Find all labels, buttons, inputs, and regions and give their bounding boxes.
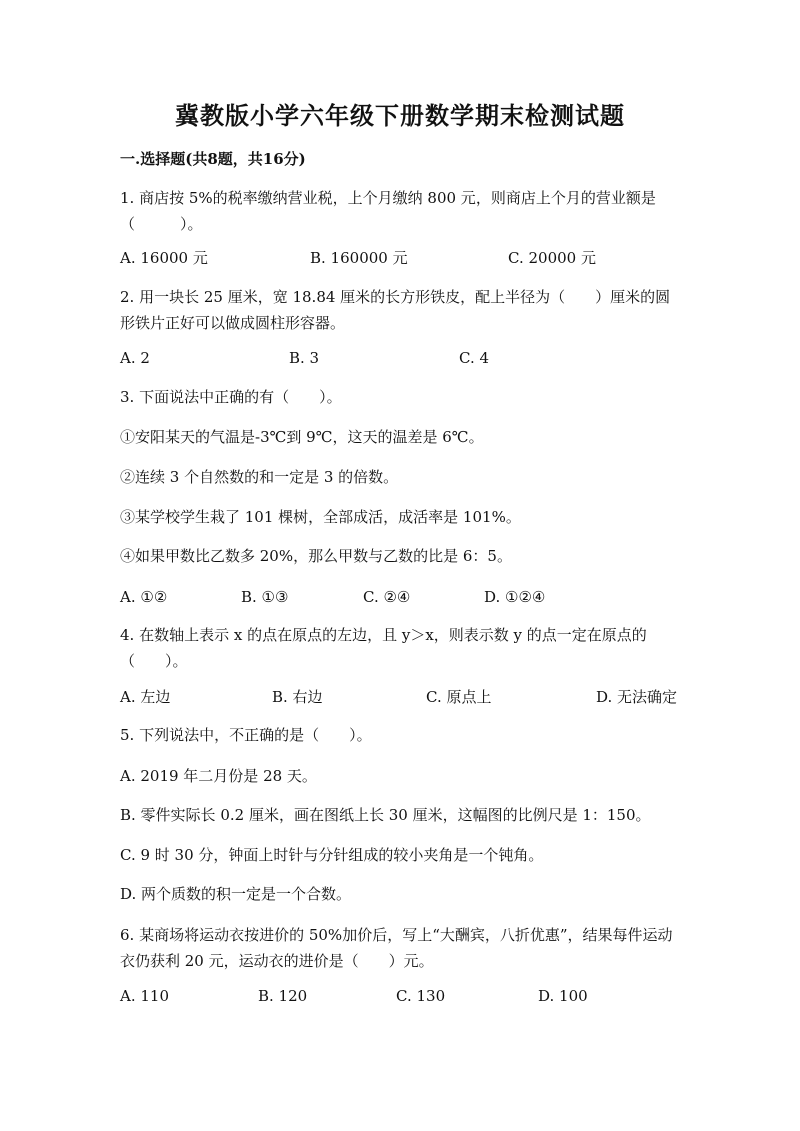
question-4-option-d[interactable]: D. 无法确定 [596,688,678,706]
question-6-option-b[interactable]: B. 120 [258,987,308,1005]
question-6-option-a[interactable]: A. 110 [120,987,169,1005]
question-2-option-b[interactable]: B. 3 [289,349,320,367]
question-6-option-c[interactable]: C. 130 [396,987,446,1005]
question-1-option-b[interactable]: B. 160000 元 [310,249,408,267]
question-3-option-c[interactable]: C. ②④ [363,588,411,606]
question-3-statement-2: ②连续 3 个自然数的和一定是 3 的倍数。 [120,468,399,486]
question-4-option-b[interactable]: B. 右边 [272,688,323,706]
question-3-statement-3: ③某学校学生栽了 101 棵树，全部成活，成活率是 101%。 [120,508,521,526]
question-5-option-c[interactable]: C. 9 时 30 分，钟面上时针与分针组成的较小夹角是一个钝角。 [120,846,544,864]
question-3-statement-1: ①安阳某天的气温是-3℃到 9℃，这天的温差是 6℃。 [120,428,484,446]
question-5-text: 5. 下列说法中，不正确的是（ ）。 [120,726,372,744]
question-6-text: 6. 某商场将运动衣按进价的 50%加价后，写上“大酬宾，八折优惠”，结果每件运动衣仍获利 20 元，运动衣的进价是（ ）元。 [120,926,673,970]
question-2-option-a[interactable]: A. 2 [120,349,150,367]
question-2-text: 2. 用一块长 25 厘米，宽 18.84 厘米的长方形铁皮，配上半径为（ ）厘米的圆形铁片正好可以做成圆柱形容器。 [120,288,671,332]
question-5-option-b[interactable]: B. 零件实际长 0.2 厘米，画在图纸上长 30 厘米，这幅图的比例尺是 1：150。 [120,806,651,824]
question-3-option-d[interactable]: D. ①②④ [484,588,546,606]
question-3-statement-4: ④如果甲数比乙数多 20%，那么甲数与乙数的比是 6：5。 [120,547,512,565]
question-1-option-c[interactable]: C. 20000 元 [508,249,596,267]
section-heading: 一.选择题(共8题，共16分) [120,150,306,168]
question-3-option-b[interactable]: B. ①③ [241,588,289,606]
question-1-text: 1. 商店按 5%的税率缴纳营业税，上个月缴纳 800 元，则商店上个月的营业额是（ ）。 [120,189,656,233]
question-6-option-d[interactable]: D. 100 [538,987,588,1005]
question-4-option-c[interactable]: C. 原点上 [426,688,492,706]
question-4-text: 4. 在数轴上表示 x 的点在原点的左边，且 y＞x，则表示数 y 的点一定在原点的（ ）。 [120,626,647,670]
question-5-option-d[interactable]: D. 两个质数的积一定是一个合数。 [120,885,352,903]
question-2-option-c[interactable]: C. 4 [459,349,490,367]
question-4-option-a[interactable]: A. 左边 [120,688,171,706]
question-3-text: 3. 下面说法中正确的有（ ）。 [120,388,342,406]
question-3-option-a[interactable]: A. ①② [120,588,168,606]
question-5-option-a[interactable]: A. 2019 年二月份是 28 天。 [120,767,317,785]
page-title: 冀教版小学六年级下册数学期末检测试题 [175,101,625,130]
question-1-option-a[interactable]: A. 16000 元 [120,249,208,267]
